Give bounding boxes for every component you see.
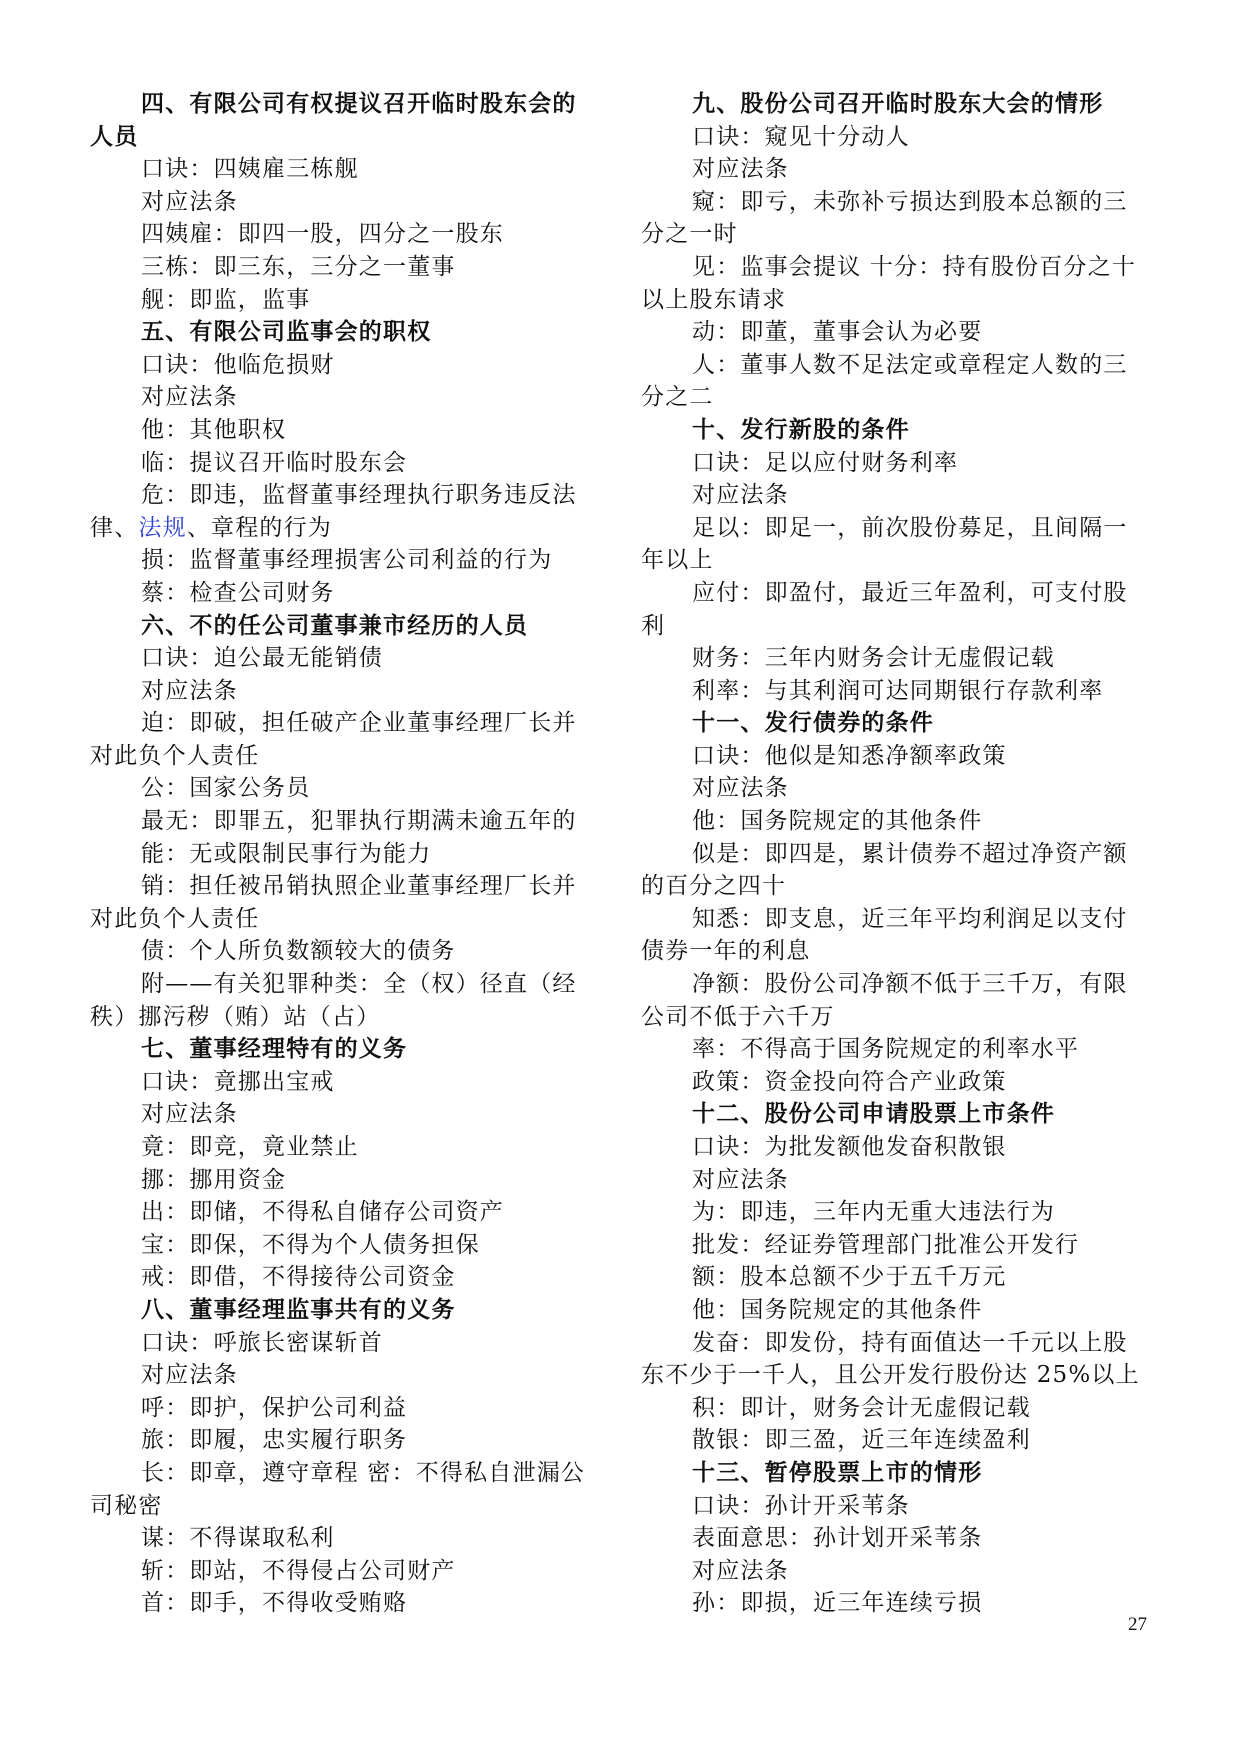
line-text: 的百分之四十 (641, 873, 787, 900)
text-line (90, 447, 600, 480)
line-text: 销：担任被吊销执照企业董事经理厂长并 (141, 873, 577, 900)
line-text: 政策：资金投向符合产业政策 (692, 1068, 1007, 1095)
section-heading (641, 707, 1151, 740)
line-text: 蔡：检查公司财务 (141, 579, 335, 606)
line-text: 口诀：他临危损财 (141, 351, 335, 378)
text-line (641, 479, 1151, 512)
text-line (641, 1066, 1151, 1099)
line-text: 最无：即罪五，犯罪执行期满未逾五年的 (141, 808, 577, 835)
text-line (90, 903, 600, 936)
text-line (641, 1261, 1151, 1294)
line-text: 出：即储，不得私自储存公司资产 (141, 1199, 504, 1226)
text-line (641, 577, 1151, 610)
line-text: 人：董事人数不足法定或章程定人数的三 (692, 351, 1128, 378)
line-text: 宝：即保，不得为个人债务担保 (141, 1231, 480, 1258)
line-text: 债券一年的利息 (641, 938, 811, 965)
text-line (90, 381, 600, 414)
text-line (641, 1033, 1151, 1066)
line-text: 六、不的任公司董事兼市经历的人员 (141, 611, 529, 639)
line-text: 为：即违，三年内无重大违法行为 (692, 1199, 1055, 1226)
line-text: 窥：即亏，未弥补亏损达到股本总额的三 (692, 188, 1128, 215)
text-line (641, 381, 1151, 414)
text-line (641, 1229, 1151, 1262)
line-text: 旅：即履，忠实履行职务 (141, 1427, 408, 1454)
line-text: 对应法条 (692, 482, 789, 509)
text-line (641, 316, 1151, 349)
section-heading (641, 88, 1151, 121)
text-line (641, 935, 1151, 968)
text-line (641, 544, 1151, 577)
line-text: 司秘密 (90, 1492, 163, 1519)
line-text: 对应法条 (141, 1101, 238, 1128)
section-heading (90, 610, 600, 643)
line-text: 能：无或限制民事行为能力 (141, 840, 432, 867)
text-line (641, 1359, 1151, 1392)
text-line (90, 1001, 600, 1034)
line-text: 舰：即监，监事 (141, 286, 311, 313)
text-line (90, 675, 600, 708)
line-text: 口诀：竟挪出宝戒 (141, 1068, 335, 1095)
text-line (90, 968, 600, 1001)
text-line (90, 642, 600, 675)
text-line (641, 218, 1151, 251)
line-text: 孙：即损，近三年连续亏损 (692, 1590, 983, 1617)
line-text: 戒：即借，不得接待公司资金 (141, 1264, 456, 1291)
text-line (90, 1457, 600, 1490)
line-text: 三栋：即三东，三分之一董事 (141, 253, 456, 280)
line-text: 口诀：呼旅长密谋斩首 (141, 1329, 383, 1356)
text-line (90, 1359, 600, 1392)
line-text: 危：即违，监督董事经理执行职务违反法 (141, 482, 577, 509)
line-text: 首：即手，不得收受贿赂 (141, 1590, 408, 1617)
line-text: 附——有关犯罪种类：全（权）径直（经 (141, 971, 577, 998)
line-text: 口诀：迫公最无能销债 (141, 645, 383, 672)
right-column (641, 88, 1151, 1620)
text-line (90, 1555, 600, 1588)
line-text: 口诀：窥见十分动人 (692, 123, 910, 150)
text-line (641, 1392, 1151, 1425)
line-text: 利 (641, 612, 666, 639)
text-line (90, 544, 600, 577)
line-text: 对应法条 (141, 1362, 238, 1389)
line-text: 口诀：为批发额他发奋积散银 (692, 1134, 1007, 1160)
line-text: 口诀：四姨雇三栋舰 (141, 156, 359, 183)
line-text: 财务：三年内财务会计无虚假记载 (692, 645, 1055, 672)
line-text: 知悉：即支息，近三年平均利润足以支付 (692, 905, 1128, 932)
line-text: 对应法条 (692, 1557, 789, 1584)
text-line (641, 349, 1151, 382)
text-line (90, 870, 600, 903)
section-heading (641, 414, 1151, 447)
text-line (90, 1522, 600, 1555)
line-text: 口诀：足以应付财务利率 (692, 449, 959, 476)
text-line (90, 479, 600, 512)
line-text: 率：不得高于国务院规定的利率水平 (692, 1036, 1080, 1063)
line-text: 净额：股份公司净额不低于三千万，有限 (692, 971, 1128, 998)
text-line (90, 577, 600, 610)
line-text: 公：国家公务员 (141, 775, 311, 802)
text-line (90, 1261, 600, 1294)
text-line (90, 153, 600, 186)
line-text: 利率：与其利润可达同期银行存款利率 (692, 677, 1104, 704)
text-line (641, 1294, 1151, 1327)
text-line (641, 1131, 1151, 1164)
line-text: 批发：经证券管理部门批准公开发行 (692, 1231, 1080, 1258)
text-line (641, 805, 1151, 838)
section-heading (90, 1294, 600, 1327)
line-text: 他：国务院规定的其他条件 (692, 1296, 983, 1323)
text-line (90, 772, 600, 805)
line-text: 散银：即三盈，近三年连续盈利 (692, 1427, 1031, 1454)
line-text: 对应法条 (692, 1166, 789, 1193)
text-line (641, 772, 1151, 805)
line-text: 似是：即四是，累计债券不超过净资产额 (692, 840, 1128, 867)
text-line (90, 1196, 600, 1229)
line-text: 长：即章，遵守章程 密：不得私自泄漏公 (141, 1459, 586, 1486)
text-line (90, 349, 600, 382)
line-text: 、章程的行为 (186, 514, 333, 541)
section-heading (641, 1098, 1151, 1131)
line-text: 七、董事经理特有的义务 (141, 1035, 408, 1063)
line-text: 四姨雇：即四一股，四分之一股东 (141, 221, 504, 248)
text-line (641, 251, 1151, 284)
text-line (641, 1424, 1151, 1457)
line-text: 四、有限公司有权提议召开临时股东会的 (141, 90, 577, 117)
line-text: 债：个人所负数额较大的债务 (141, 938, 456, 965)
text-line (90, 707, 600, 740)
line-text: 八、董事经理监事共有的义务 (141, 1295, 456, 1323)
line-text: 分之一时 (641, 221, 738, 248)
line-text: 十一、发行债券的条件 (692, 709, 934, 737)
line-text: 以上股东请求 (641, 286, 787, 313)
text-line (90, 1392, 600, 1425)
text-line (90, 1164, 600, 1197)
line-text: 呼：即护，保护公司利益 (141, 1394, 408, 1421)
text-line (641, 610, 1151, 643)
text-line (641, 186, 1151, 219)
text-line (90, 1066, 600, 1099)
line-text: 额：股本总额不少于五千万元 (692, 1264, 1007, 1291)
text-line (90, 935, 600, 968)
page-number: 27 (1128, 1614, 1147, 1635)
line-text: 挪：挪用资金 (141, 1166, 287, 1193)
line-text: 竟：即竞，竟业禁止 (141, 1134, 359, 1160)
line-text: 对此负个人责任 (90, 742, 260, 769)
text-line (641, 1164, 1151, 1197)
text-line (90, 512, 600, 545)
line-text: 应付：即盈付，最近三年盈利，可支付股 (692, 579, 1128, 606)
line-text: 东不少于一千人，且公开发行股份达 25%以上 (641, 1362, 1140, 1389)
line-text: 表面意思：孙计划开采苇条 (692, 1525, 983, 1552)
line-text: 对应法条 (141, 188, 238, 215)
line-text: 动：即董，董事会认为必要 (692, 319, 983, 346)
section-heading (90, 316, 600, 349)
text-line (90, 1490, 600, 1523)
line-text: 年以上 (641, 547, 714, 574)
line-text: 迫：即破，担任破产企业董事经理厂长并 (141, 710, 577, 737)
text-line (641, 870, 1151, 903)
text-line (90, 218, 600, 251)
section-heading (641, 1457, 1151, 1490)
text-line (641, 740, 1151, 773)
line-text: 见：监事会提议 十分：持有股份百分之十 (692, 253, 1137, 280)
text-line (90, 1424, 600, 1457)
text-line (641, 447, 1151, 480)
line-text: 九、股份公司召开临时股东大会的情形 (692, 90, 1104, 117)
text-line (90, 251, 600, 284)
line-text: 五、有限公司监事会的职权 (141, 318, 432, 346)
text-line (641, 1587, 1151, 1620)
text-line (90, 1131, 600, 1164)
text-line (641, 153, 1151, 186)
text-line (90, 1229, 600, 1262)
text-line (641, 1522, 1151, 1555)
text-line (90, 838, 600, 871)
line-text: 秩）挪污秽（贿）站（占） (90, 1003, 381, 1030)
section-heading (90, 1033, 600, 1066)
line-text: 谋：不得谋取私利 (141, 1525, 335, 1552)
line-text: 十、发行新股的条件 (692, 415, 910, 443)
line-text: 积：即计，财务会计无虚假记载 (692, 1394, 1031, 1421)
line-text: 分之二 (641, 384, 714, 411)
line-text: 口诀：孙计开采苇条 (692, 1492, 910, 1519)
text-line (90, 740, 600, 773)
line-text: 他：其他职权 (141, 416, 287, 443)
line-text: 临：提议召开临时股东会 (141, 449, 408, 476)
line-text: 对应法条 (141, 677, 238, 704)
left-column (90, 88, 600, 1620)
text-line (641, 1490, 1151, 1523)
line-text: 足以：即足一，前次股份募足，且间隔一 (692, 514, 1128, 541)
text-line (641, 968, 1151, 1001)
line-text: 人员 (90, 122, 139, 150)
text-line (90, 805, 600, 838)
line-text: 十二、股份公司申请股票上市条件 (692, 1100, 1055, 1128)
hyperlink[interactable]: 法规 (138, 514, 187, 541)
text-line (641, 1555, 1151, 1588)
text-line (641, 1196, 1151, 1229)
text-line (90, 1587, 600, 1620)
text-line (90, 1098, 600, 1131)
text-line (641, 1001, 1151, 1034)
text-line (90, 186, 600, 219)
line-text: 斩：即站，不得侵占公司财产 (141, 1557, 456, 1584)
text-line (641, 284, 1151, 317)
section-heading (90, 121, 600, 154)
line-text: 他：国务院规定的其他条件 (692, 808, 983, 835)
text-line (641, 675, 1151, 708)
text-line (90, 284, 600, 317)
text-line (641, 1327, 1151, 1360)
text-line (90, 414, 600, 447)
text-line (641, 642, 1151, 675)
section-heading (90, 88, 600, 121)
line-text: 发奋：即发份，持有面值达一千元以上股 (692, 1329, 1128, 1356)
line-text: 对应法条 (692, 156, 789, 183)
text-line (641, 838, 1151, 871)
line-text: 公司不低于六千万 (641, 1003, 835, 1030)
line-text: 对应法条 (692, 775, 789, 802)
line-text: 律、 (90, 514, 139, 541)
line-text: 对应法条 (141, 384, 238, 411)
text-line (641, 903, 1151, 936)
text-line (641, 512, 1151, 545)
text-line (641, 121, 1151, 154)
line-text: 损：监督董事经理损害公司利益的行为 (141, 547, 553, 574)
line-text: 对此负个人责任 (90, 905, 260, 932)
text-line (90, 1327, 600, 1360)
line-text: 十三、暂停股票上市的情形 (692, 1458, 983, 1486)
line-text: 口诀：他似是知悉净额率政策 (692, 742, 1007, 769)
